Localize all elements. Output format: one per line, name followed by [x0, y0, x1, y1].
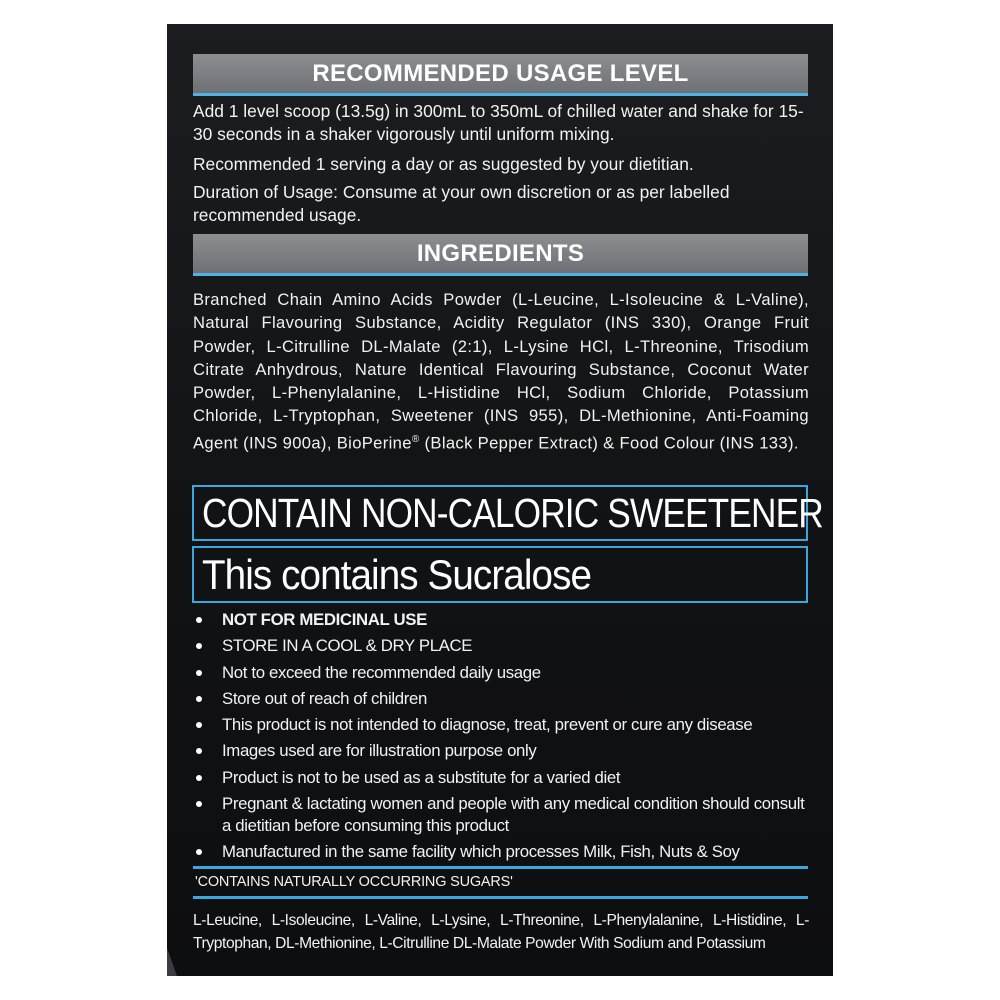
ingredients-text: Branched Chain Amino Acids Powder (L-Leucine, L-Isoleucine & L-Valine), Natural Flavouring Substance, Acidity Regulator (INS 330), Orange Fruit Powder, L-Citrulline DL-Malate (2:1), L-Lysine HCl, L-Threonine, Trisodium Citrate Anhydrous, Nature Identical Flavouring Substance, Coconut Water Powder, L-Phenylalanine, L-Histidine HCl, Sodium Chloride, Potassium Chloride, L-Tryptophan, Sweetener (INS 955), DL-Methionine, Anti-Foaming Agent (INS 900a), BioPerine — [193, 290, 809, 453]
warnings-list — [193, 609, 809, 868]
bullet-icon — [196, 696, 202, 702]
bullet-icon — [196, 801, 202, 807]
divider-top — [193, 866, 808, 869]
ingredients-list — [193, 288, 809, 455]
bullet-icon — [196, 643, 202, 649]
non-caloric-sweetener-notice — [192, 485, 823, 541]
bullet-icon — [196, 849, 202, 855]
registered-mark: ® — [411, 433, 420, 445]
usage-heading-text: RECOMMENDED USAGE LEVEL — [312, 59, 689, 87]
divider-bottom — [193, 896, 808, 899]
warning-item — [193, 609, 809, 631]
warning-item — [193, 740, 809, 762]
naturally-occurring-sugars-note: 'CONTAINS NATURALLY OCCURRING SUGARS' — [195, 874, 513, 890]
warning-item — [193, 662, 809, 684]
ingredients-heading-text: INGREDIENTS — [416, 239, 585, 267]
ingredients-text-end: (Black Pepper Extract) & Food Colour (INS 133). — [419, 433, 799, 453]
usage-serving: Recommended 1 serving a day or as suggested by your dietitian. — [193, 154, 694, 174]
warning-text: STORE IN A COOL & DRY PLACE — [222, 636, 473, 656]
bullet-icon — [196, 617, 202, 623]
warning-text: This product is not intended to diagnose, treat, prevent or cure any disease — [222, 715, 753, 735]
usage-instructions: Add 1 level scoop (13.5g) in 300mL to 350mL of chilled water and shake for 15-30 seconds in a shaker vigorously until uniform mixing. — [193, 101, 804, 144]
bullet-icon — [196, 670, 202, 676]
bullet-icon — [196, 775, 202, 781]
warning-item — [193, 635, 809, 657]
usage-duration: Duration of Usage: Consume at your own discretion or as per labelled recommended usage. — [193, 182, 730, 225]
warning-text: Not to exceed the recommended daily usage — [222, 662, 541, 682]
non-caloric-sweetener-text: CONTAIN NON-CALORIC SWEETENER — [202, 489, 823, 536]
warning-item — [193, 714, 809, 736]
warning-item — [193, 688, 809, 710]
label-panel — [167, 24, 833, 976]
warning-item — [193, 767, 809, 789]
bullet-icon — [196, 748, 202, 754]
warning-text: Images used are for illustration purpose only — [222, 741, 537, 761]
sucralose-text: This contains Sucralose — [202, 550, 592, 598]
warning-text: Pregnant & lactating women and people with any medical condition should consult a dietitian before consuming this product — [222, 794, 805, 836]
sucralose-notice — [192, 546, 808, 603]
usage-heading — [193, 54, 808, 96]
warning-item — [193, 793, 809, 837]
warning-text: Manufactured in the same facility which processes Milk, Fish, Nuts & Soy — [222, 842, 740, 862]
warning-text: NOT FOR MEDICINAL USE — [222, 610, 427, 629]
warning-item — [193, 841, 809, 863]
warning-text: Store out of reach of children — [222, 688, 427, 708]
amino-acid-list: L-Leucine, L-Isoleucine, L-Valine, L-Lysine, L-Threonine, L-Phenylalanine, L-Histidine, L-Tryptophan, DL-Methionine, L-Citrulline DL-Malate Powder With Sodium and Potassium — [193, 912, 809, 952]
warning-text: Product is not to be used as a substitute for a varied diet — [222, 767, 621, 787]
corner-shadow — [167, 948, 177, 976]
bullet-icon — [196, 722, 202, 728]
ingredients-heading — [193, 234, 808, 276]
